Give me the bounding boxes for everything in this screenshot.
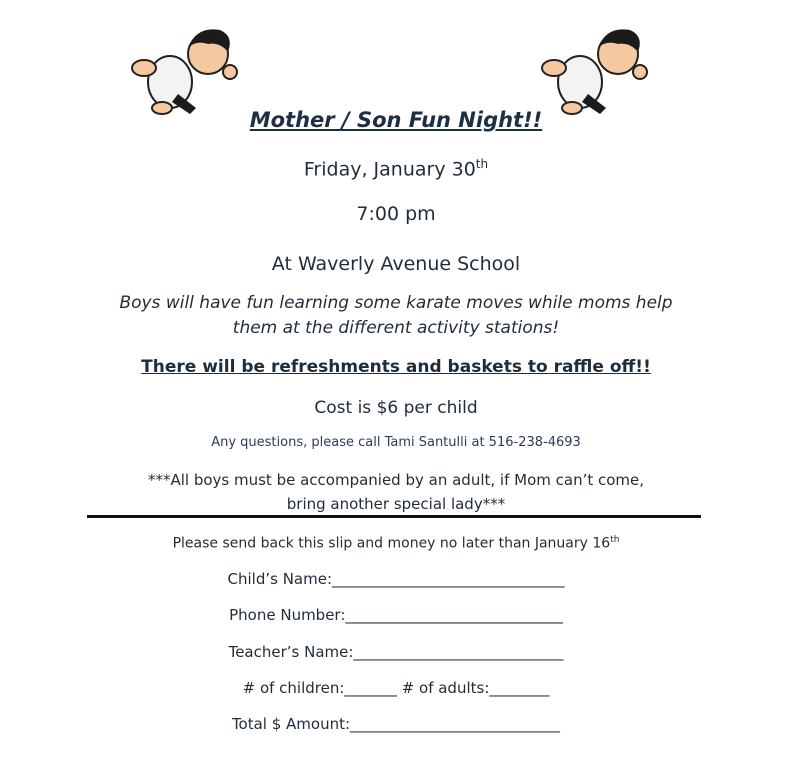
refreshments-notice: There will be refreshments and baskets to raffle off!! [141, 357, 651, 377]
child-name-field[interactable]: Child’s Name:_______________________________ [227, 570, 565, 588]
contact-text: Any questions, please call Tami Santulli at 516-238-4693 [211, 435, 581, 450]
event-date-suffix: th [475, 157, 489, 171]
notice-line-2: bring another special lady*** [286, 495, 506, 513]
total-amount-field[interactable]: Total $ Amount:____________________________ [231, 715, 561, 733]
event-description [0, 291, 792, 341]
accompaniment-notice [0, 468, 792, 516]
cut-line-divider [87, 515, 701, 518]
phone-number-field[interactable]: Phone Number:_____________________________ [229, 606, 563, 624]
karate-boy-illustration-right [540, 22, 660, 122]
cost-text: Cost is $6 per child [314, 398, 478, 418]
description-line-1: Boys will have fun learning some karate moves while moms help [119, 293, 673, 313]
karate-boy-illustration-left [130, 22, 250, 122]
description-line-2: them at the different activity stations! [232, 318, 560, 338]
slip-suffix: th [610, 535, 620, 545]
event-date [0, 157, 792, 180]
teacher-name-field[interactable]: Teacher’s Name:____________________________ [228, 643, 564, 661]
flyer-title: Mother / Son Fun Night!! [249, 108, 543, 132]
notice-line-1: ***All boys must be accompanied by an adult, if Mom can’t come, [147, 471, 645, 489]
event-date-text: Friday, January 30 [303, 158, 476, 181]
event-location: At Waverly Avenue School [271, 253, 521, 275]
slip-text: Please send back this slip and money no later than January 16 [172, 535, 611, 552]
children-adults-count-field[interactable]: # of children:_______ # of adults:________ [242, 679, 550, 697]
event-time: 7:00 pm [356, 203, 436, 225]
return-slip-instructions [0, 535, 792, 552]
